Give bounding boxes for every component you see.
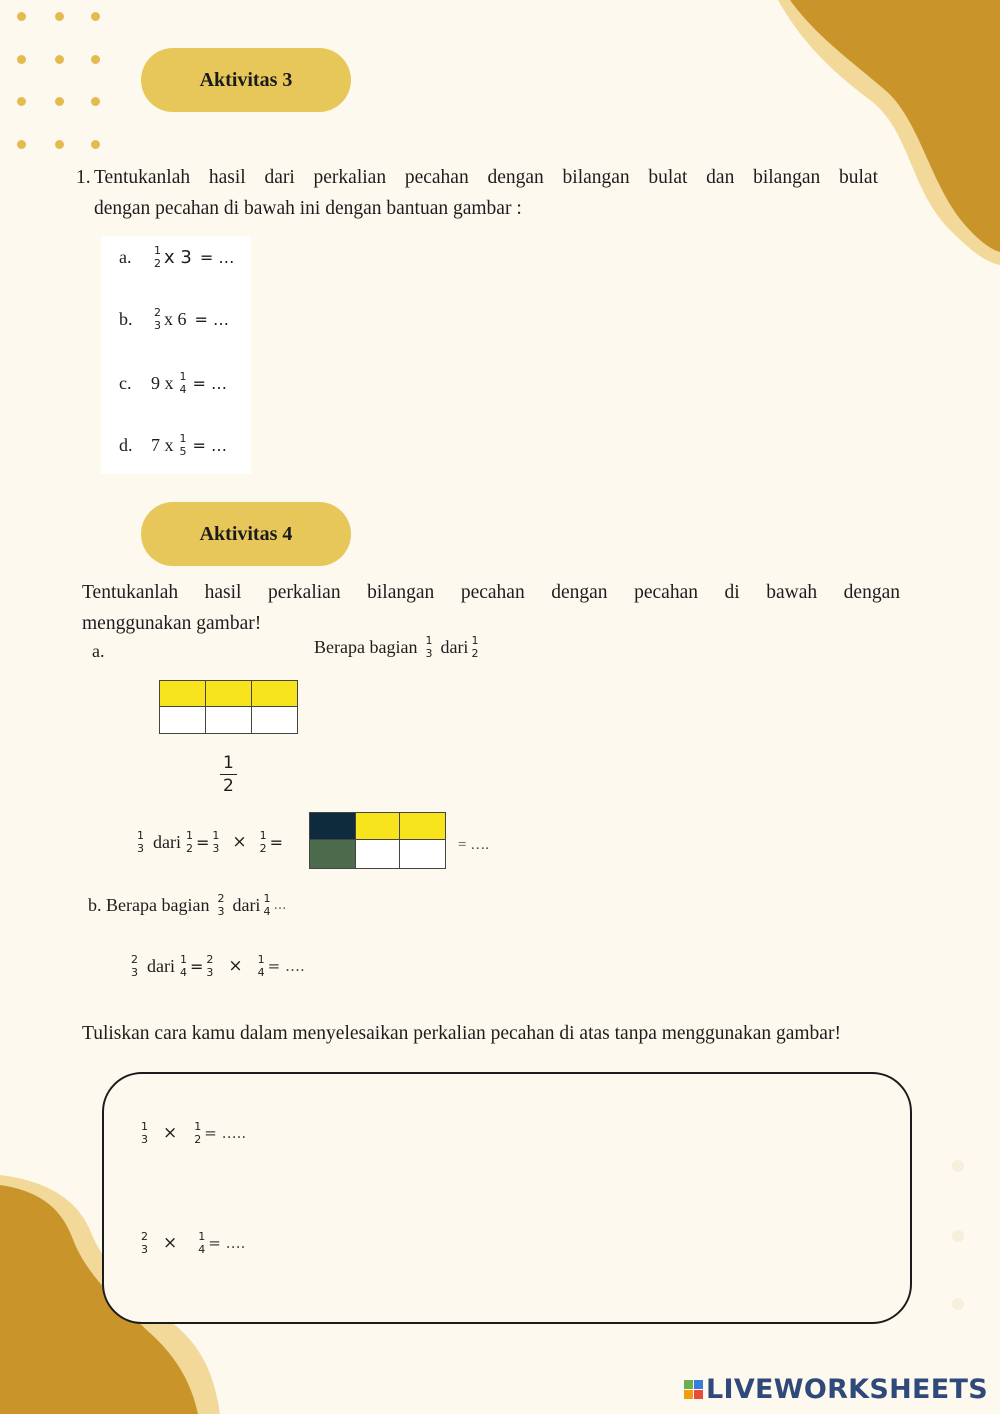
numerator: 2 — [217, 892, 225, 905]
numerator: 1 — [259, 829, 267, 842]
item-label: d. — [119, 434, 133, 455]
activity3-title-pill — [141, 48, 351, 112]
answer-blank[interactable]: = … — [199, 247, 235, 267]
fraction — [180, 370, 187, 396]
fraction — [186, 829, 193, 855]
fraction — [212, 829, 219, 855]
activity4-title-pill — [141, 502, 351, 566]
grid-cell-shaded — [159, 680, 207, 708]
numerator: 2 — [206, 953, 214, 966]
fraction — [141, 1230, 148, 1256]
denominator: 4 — [257, 966, 265, 979]
denominator: 2 — [259, 842, 267, 855]
activity3-instruction — [94, 162, 878, 224]
equals-sign: = — [269, 832, 284, 852]
answer-blank[interactable]: = … — [192, 435, 227, 455]
fraction — [141, 1120, 148, 1146]
fraction — [154, 306, 161, 332]
write-instruction: Tuliskan cara kamu dalam menyelesaikan perkalian pecahan di atas tanpa menggunakan gambar! — [82, 1023, 841, 1044]
part-a-label: a. — [92, 641, 105, 661]
instruction-line-2: menggunakan gambar! — [82, 613, 262, 634]
instruction-line-1: Tentukanlah hasil dari perkalian pecahan dengan bilangan bulat dan bilangan bulat — [94, 167, 878, 188]
grid-cell-shaded — [399, 812, 446, 841]
part-b-result-blank[interactable]: = …. — [267, 957, 305, 975]
numerator: 2 — [141, 1230, 148, 1243]
item-a — [119, 244, 234, 270]
fraction — [137, 829, 144, 855]
grid-cell-shaded — [251, 680, 298, 708]
item-d — [119, 432, 227, 458]
fraction — [131, 953, 138, 979]
numerator: 1 — [194, 1120, 202, 1133]
times-sign: × — [228, 956, 243, 976]
fraction — [194, 1120, 201, 1146]
instruction-line-1: Tentukanlah hasil perkalian bilangan pecahan dengan pecahan di bawah dengan — [82, 582, 900, 603]
grid-cell-shaded — [205, 680, 253, 708]
fraction — [258, 953, 265, 979]
numerator: 1 — [425, 634, 433, 647]
question-text: Berapa bagian — [314, 636, 418, 657]
grid-caption-fraction — [217, 752, 240, 797]
denominator: 3 — [131, 966, 138, 979]
denominator: 3 — [217, 905, 225, 918]
logo-text: LIVEWORKSHEETS — [705, 1373, 988, 1405]
times-sign: × — [232, 832, 247, 852]
lead-text: 7 x — [151, 434, 174, 455]
denominator: 3 — [206, 966, 214, 979]
grid-cell-empty — [355, 839, 401, 869]
denominator: 2 — [220, 774, 237, 797]
numerator: 2 — [154, 306, 161, 319]
liveworksheets-logo-icon — [684, 1380, 703, 1399]
denominator: 4 — [179, 966, 187, 979]
denominator: 3 — [141, 1133, 148, 1146]
instruction-line-2: dengan pecahan di bawah ini dengan bantuan gambar : — [94, 198, 522, 219]
fraction — [263, 892, 270, 918]
fraction — [180, 953, 187, 979]
fraction — [180, 432, 187, 458]
denominator: 3 — [212, 842, 220, 855]
numerator: 1 — [185, 829, 193, 842]
item-label: a. — [119, 246, 132, 267]
equals-sign: = — [195, 832, 210, 852]
grid-cell-shaded — [355, 812, 401, 841]
denominator: 2 — [154, 257, 161, 270]
part-a-question — [314, 634, 481, 660]
part-b-question — [88, 892, 286, 918]
grid-cell-empty — [399, 839, 446, 869]
grid-cell-empty — [205, 706, 253, 734]
answer-blank[interactable]: = …. — [208, 1234, 246, 1252]
part-a-equation — [134, 829, 283, 855]
fraction — [220, 752, 237, 797]
equation-word: dari — [153, 831, 181, 852]
denominator: 4 — [179, 383, 187, 396]
denominator: 2 — [194, 1133, 202, 1146]
denominator: 5 — [179, 445, 187, 458]
answer-row-1 — [138, 1120, 246, 1146]
times-sign: × — [163, 1233, 178, 1253]
answer-row-2 — [138, 1230, 245, 1256]
lead-text: 9 x — [151, 372, 174, 393]
numerator: 2 — [131, 953, 138, 966]
answer-box[interactable] — [102, 1072, 912, 1324]
fraction — [260, 829, 267, 855]
grid-cell-green — [309, 839, 357, 869]
top-right-blob — [760, 0, 1000, 270]
denominator: 3 — [154, 319, 161, 332]
denominator: 2 — [471, 647, 479, 660]
part-b-equation — [128, 953, 305, 979]
fraction — [198, 1230, 205, 1256]
question-word: dari — [440, 636, 469, 657]
answer-blank[interactable]: = … — [194, 309, 229, 329]
numerator: 1 — [198, 1230, 206, 1243]
grid-cell-empty — [251, 706, 298, 734]
numerator: 1 — [223, 753, 234, 773]
numerator: 1 — [257, 953, 265, 966]
grid-cell-overlap — [309, 812, 357, 841]
item-c — [119, 370, 227, 396]
numerator: 1 — [179, 432, 187, 445]
fraction — [471, 634, 478, 660]
ellipsis: … — [273, 897, 287, 913]
numerator: 1 — [179, 953, 187, 966]
numerator: 1 — [212, 829, 220, 842]
operator-text: x 3 — [164, 246, 192, 268]
denominator: 4 — [263, 905, 271, 918]
numerator: 1 — [263, 892, 271, 905]
numerator: 1 — [154, 244, 161, 257]
activity3-title: Aktivitas 3 — [199, 68, 293, 91]
activity4-instruction — [82, 577, 900, 639]
question-text: b. Berapa bagian — [88, 894, 210, 915]
part-a-result-blank[interactable]: = …. — [458, 837, 489, 853]
question-word: dari — [232, 894, 261, 915]
answer-blank[interactable]: = ….. — [204, 1124, 247, 1142]
denominator: 3 — [141, 1243, 148, 1256]
equals-sign: = — [189, 956, 204, 976]
denominator: 2 — [185, 842, 193, 855]
numerator: 1 — [179, 370, 187, 383]
equation-word: dari — [147, 955, 175, 976]
activity4-title: Aktivitas 4 — [199, 522, 293, 545]
item-label: b. — [119, 308, 133, 329]
fraction — [206, 953, 213, 979]
numerator: 1 — [141, 1120, 148, 1133]
numerator: 1 — [137, 829, 144, 842]
numerator: 1 — [471, 634, 479, 647]
denominator: 3 — [137, 842, 144, 855]
operator-text: x 6 — [164, 308, 187, 329]
denominator: 4 — [198, 1243, 206, 1256]
item-label: c. — [119, 372, 132, 393]
question-number: 1. — [76, 167, 91, 188]
fraction — [154, 244, 161, 270]
grid-cell-empty — [159, 706, 207, 734]
liveworksheets-logo[interactable] — [684, 1372, 988, 1406]
fraction — [425, 634, 432, 660]
times-sign: × — [163, 1123, 178, 1143]
activity3-items-box — [101, 236, 251, 474]
denominator: 3 — [425, 647, 433, 660]
fraction — [217, 892, 224, 918]
answer-blank[interactable]: = … — [192, 373, 227, 393]
item-b — [119, 306, 229, 332]
